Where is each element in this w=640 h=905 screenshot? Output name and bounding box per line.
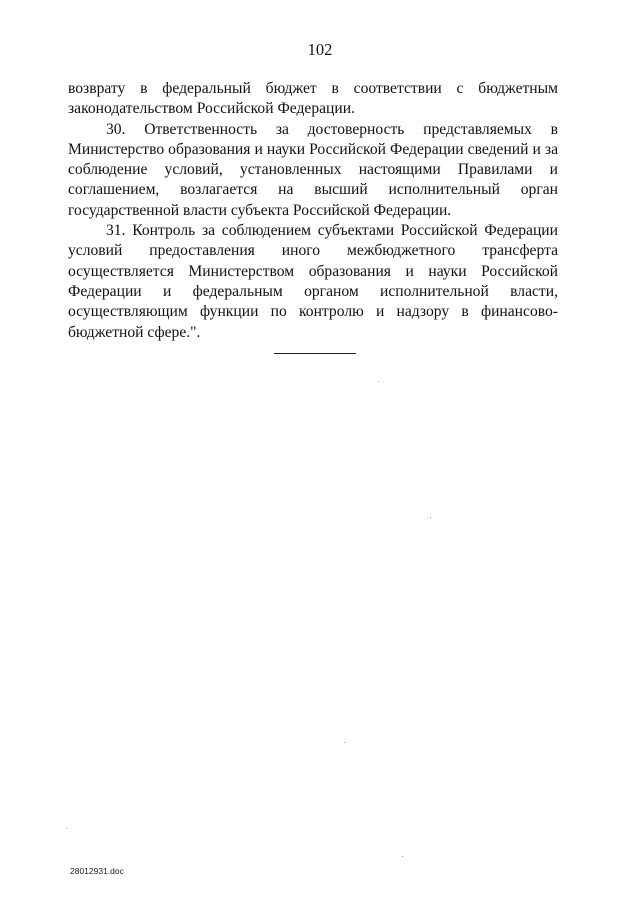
end-separator-line	[274, 353, 356, 354]
paragraph-item-31: 31. Контроль за соблюдением субъектами Российской Федерации условий предоставления иного межбюджетного трансферта осуществляется Министерством образования и науки Российской Федерации и федеральным органом исполнительной власти, осуществляющим функции по контролю и надзору в финансово-бюджетной сфере.".	[68, 222, 558, 341]
scan-speck	[402, 856, 403, 857]
scan-speck	[344, 742, 345, 743]
scan-speck	[66, 828, 67, 829]
document-body	[68, 79, 558, 343]
paragraph-continuation: возврату в федеральный бюджет в соответствии с бюджетным законодательством Российской Федерации.	[68, 80, 558, 118]
paragraph-item-30: 30. Ответственность за достоверность представляемых в Министерство образования и науки Российской Федерации сведений и за соблюдение условий, установленных настоящими Правилами и соглашением, возлагается на высший исполнительный орган государственной власти субъекта Российской Федерации.	[68, 120, 558, 219]
scan-speck	[430, 517, 431, 518]
page-number: 102	[307, 40, 333, 59]
document-file-code: 28012931.doc	[70, 866, 124, 876]
scan-speck	[378, 381, 379, 382]
